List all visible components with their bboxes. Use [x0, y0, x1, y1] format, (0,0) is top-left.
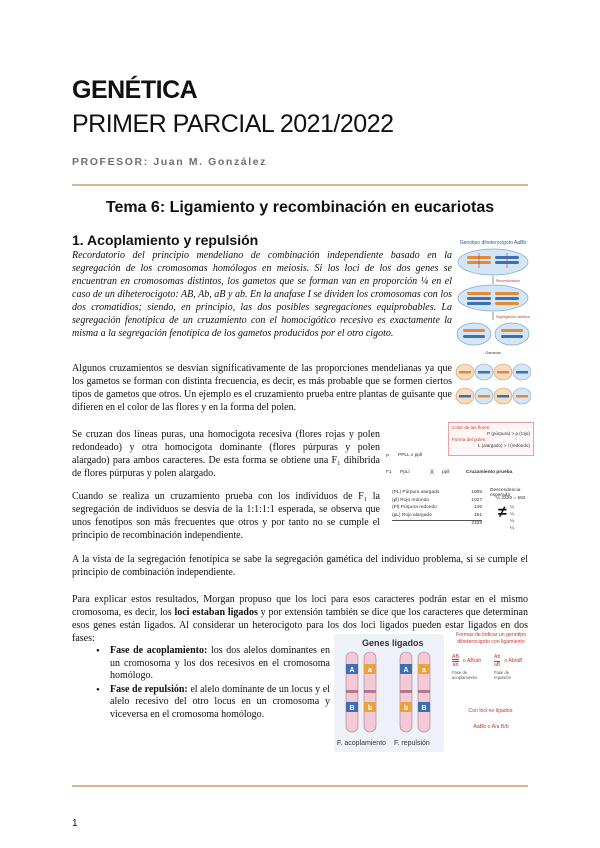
not-equal-symbol: ≠: [498, 504, 507, 521]
parental-cross: PPLL x ppll: [398, 453, 423, 458]
page-number: 1: [72, 818, 78, 829]
allele-label: b: [367, 705, 373, 712]
repulsion-top: Ab: [494, 654, 501, 660]
gametes-row: [456, 364, 531, 380]
coupling-label-2: acoplamiento: [452, 675, 477, 680]
notation-title-line2: diheterocigoto con ligamiento: [457, 639, 525, 645]
linked-genes-figure: [334, 634, 444, 752]
header-divider: [72, 184, 528, 186]
expected-total: ¼ 2329 = 582: [496, 496, 526, 501]
meiosis-title: Genotipo diheterocigoto AaBb: [459, 240, 527, 246]
intro-paragraph: Recordatorio del principio mendeliano de combinación independiente basado en la segregación de los cromosomas homólogos en meiosis. Si los loci de los dos genes se encuentran en cromosomas distintos, los gametos que se forman van en proporción ¼ en el caso de un diheterocigoto: AB, Ab, aB y ab. En la anafase I se dividen los cromosomas con los dos cromatidios; siendo, en principio, las dos posibles segregaciones equiprobables. La segregación fenotípica de un cruzamiento con el homocigótico recesivo es exactamente la misma a la segregación fenotípica de los gametos producidos por el otro cigoto.: [72, 250, 452, 339]
linked-genes-title: Genes ligados: [362, 638, 424, 648]
coupling-notation: [452, 654, 481, 680]
paragraph-6-text-a: Para explicar estos resultados, Morgan propuso que los loci para esos caracteres podrán estar en el mismo cromosoma, es decir, los: [72, 594, 528, 618]
repulsion-label-2: repulsión: [494, 675, 511, 680]
row-phenotype: (pL) Rojo alargado: [392, 512, 432, 518]
repulsion-bottom: aB: [494, 661, 501, 668]
row-count: 151: [473, 512, 482, 518]
table-row: [392, 513, 482, 522]
table-row: [392, 498, 482, 506]
gametes-row-2: [456, 388, 531, 404]
expected-ratio: ¼: [510, 512, 515, 517]
generation-p: P: [386, 454, 390, 459]
f1-genotype: PpLl: [400, 470, 410, 475]
bullet-text: los dos alelos dominantes en un cromosoma y los dos recesivos en el cromosoma homólogo.: [110, 645, 330, 681]
paragraph-4: Cuando se realiza un cruzamiento prueba con los individuos de F₁ la segregación de individuos se desvía de la 1:1:1:1 esperada, se observa que unos fenotipos son más frecuentes que otros y por tanto no se cumple el principio de recombinación independiente.: [72, 491, 380, 541]
table-total: 2329: [471, 521, 482, 526]
bullet-bold: Fase de acoplamiento:: [110, 645, 208, 656]
row-count: 1027: [471, 497, 482, 503]
topic-title: Tema 6: Ligamiento y recombinación en eucariotas: [105, 199, 495, 216]
coupling-top: AB: [452, 654, 459, 660]
row-phenotype: (pl) Rojo redondo: [392, 497, 430, 503]
expected-ratio: ¼: [510, 505, 515, 510]
generation-f1: F1: [386, 470, 392, 475]
test-cross-diagram: [386, 450, 536, 545]
expected-ratio: ¼: [510, 526, 515, 531]
cross-label: Cruzamiento prueba: [466, 470, 513, 475]
repulsion-alt: o Ab/aB: [504, 658, 523, 664]
repulsion-label-1: Fase de: [494, 670, 510, 675]
coupling-bottom: ab: [452, 661, 459, 668]
meiosis-diagram: [455, 236, 531, 414]
allele-label: A: [403, 667, 409, 674]
allele-label: a: [368, 667, 372, 674]
section-heading: 1. Acoplamiento y repulsión: [72, 232, 259, 248]
paragraph-2: Algunos cruzamientos se desvían significativamente de las proporciones mendelianas ya que los gametos se forman con distinta frecuencia, es decir, es más probable que se formen ciertos tipos de gametos que otros. Un ejemplo es el cruzamiento prueba entre plantas de guisante que difieren en el color de las flores y en la forma del polen.: [72, 363, 452, 413]
expected-ratios: [510, 504, 514, 532]
allele-label: B: [421, 705, 427, 712]
coupling-caption: F. acoplamiento: [337, 740, 387, 747]
row-phenotype: (PL) Púrpura alargado: [392, 490, 440, 495]
expected-label: Descendencia esperada: [490, 488, 521, 498]
tester-genotype: ppll: [442, 470, 450, 475]
coupling-label-1: Fase de: [452, 670, 468, 675]
coupling-alt: o AB/ab: [462, 658, 482, 664]
phase-list: [96, 645, 330, 722]
repulsion-notation: [494, 654, 523, 680]
allele-label: a: [422, 667, 426, 674]
document-title: GENÉTICA: [72, 76, 198, 104]
document-subtitle: PRIMER PARCIAL 2021/2022: [72, 110, 394, 138]
list-item: [96, 684, 330, 722]
unlinked-title: Con loci no ligados:: [468, 708, 514, 714]
bullet-text: el alelo dominante de un locus y el alelo recesivo del otro locus en un cromosoma y viceversa en el cromosoma homólogo.: [110, 683, 330, 720]
legend-pollen-title: Forma del polen:: [452, 437, 487, 442]
legend-flower-title: Color de las flores:: [452, 425, 491, 430]
cross-symbol: X: [430, 470, 435, 476]
coupling-pair: [346, 652, 376, 732]
step-gametes: Gametos: [485, 351, 501, 355]
legend-flower-rule: P (púrpura) > p (rojo): [487, 431, 530, 436]
professor-line: PROFESOR: Juan M. González: [72, 156, 268, 168]
bullet-bold: Fase de repulsión:: [110, 683, 188, 695]
footer-divider: [72, 785, 528, 787]
paragraph-6-bold: loci estaban ligados: [174, 607, 258, 618]
list-item: [96, 645, 330, 683]
chromosome-drawing: [334, 650, 444, 736]
paragraph-3: Se cruzan dos líneas puras, una homocigota recesiva (flores rojas y polen redondeado) y otra homocigota dominante (flores púrpuras y polen alargado) para ambos caracteres. De esta forma se obtiene una F₁ dihíbrida de flores púrpuras y polen alargado.: [72, 429, 380, 479]
repulsion-caption: F. repulsión: [394, 740, 430, 747]
row-count: 146: [473, 505, 482, 510]
expected-ratio: ¼: [510, 519, 515, 524]
paragraph-5: A la vista de la segregación fenotípica se sabe la segregación gamética del individuo problema, si se cumple el principio de combinación independiente.: [72, 554, 528, 578]
cell-middle: [458, 285, 528, 311]
cell-divided: [457, 323, 529, 345]
allele-label: b: [403, 705, 409, 712]
step-segregation: Segregación meiótica: [496, 315, 530, 319]
repulsion-pair: [400, 652, 430, 732]
notation-title-line1: Formas de indicar un genotipo: [455, 632, 527, 638]
cell-top: [458, 249, 528, 275]
notation-figure: [448, 632, 534, 750]
table-row: [392, 490, 482, 498]
paragraph-6-text-b: y por extensión también se dice que los caracteres que determinan esos genes están ligados. Al considerar un heterocigoto para los dos loci ligados pueden estar ligados en dos fases:: [72, 607, 528, 644]
row-count: 1005: [471, 490, 482, 495]
allele-label: B: [349, 705, 355, 712]
unlinked-value: AaBb o A/a B/b: [473, 724, 509, 730]
results-table: [392, 490, 482, 528]
table-row: [392, 505, 482, 513]
step-recombination: Recombinación: [496, 279, 521, 283]
allele-label: A: [349, 667, 355, 674]
legend-pollen-rule: L (alargado) > l (redondo): [477, 443, 530, 448]
row-phenotype: (Pl) Púrpura redondo: [392, 505, 437, 510]
notation-title: [448, 632, 534, 646]
